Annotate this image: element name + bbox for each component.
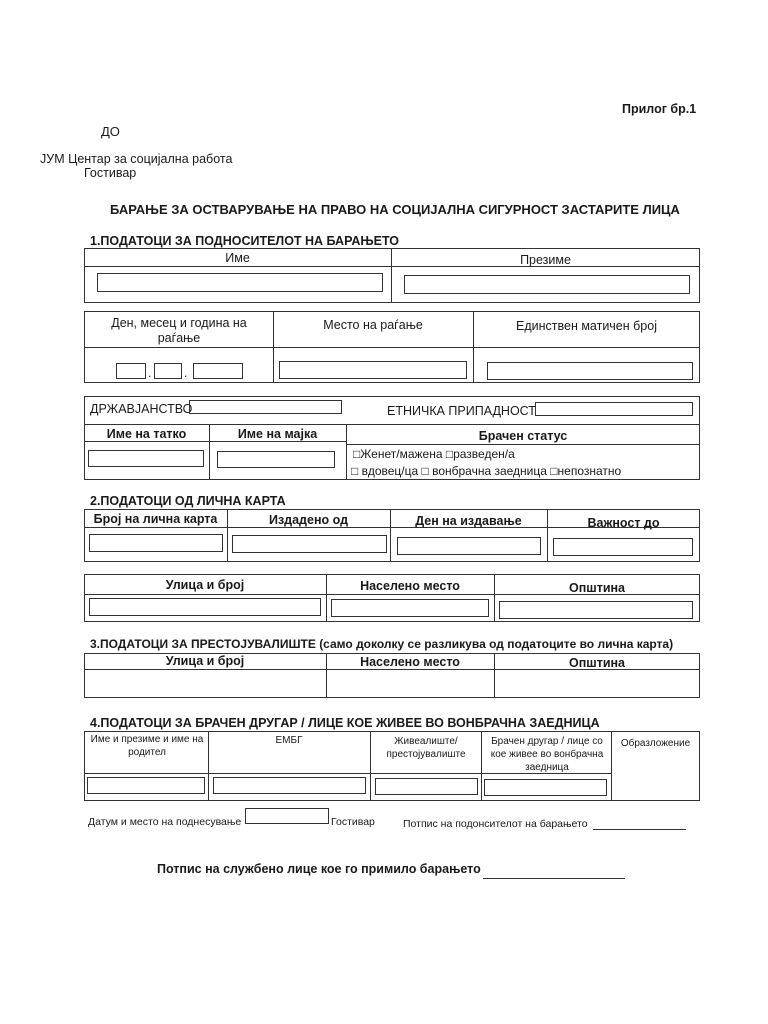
issue-date-field[interactable] [397,537,541,555]
marital-options-row1[interactable]: □Женет/мажена □разведен/а [353,447,515,461]
institution-line2: Гостивар [84,166,137,180]
valid-until-field[interactable] [553,538,693,556]
birth-place-label: Место на раѓање [323,318,423,332]
to-label: ДО [101,124,120,139]
spouse-embg-label: ЕМБГ [275,735,303,746]
section1-heading: 1.ПОДАТОЦИ ЗА ПОДНОСИТЕЛОТ НА БАРАЊЕТО [90,234,400,248]
explanation-field[interactable] [613,775,698,799]
spouse-relation-field[interactable] [484,779,607,796]
section4-heading: 4.ПОДАТОЦИ ЗА БРАЧЕН ДРУГАР / ЛИЦЕ КОЕ ЖИВЕЕ ВО ВОНБРАЧНА ЗАЕДНИЦА [90,716,600,730]
surname-label: Презиме [520,253,571,267]
issued-by-label: Издадено од [268,513,349,527]
street-label: Улица и број [165,578,245,592]
birth-place-field[interactable] [279,361,467,379]
birth-day-field[interactable] [116,363,146,379]
issue-date-label: Ден на издавање [415,514,522,528]
name-label: Име [225,251,250,265]
ethnicity-field[interactable] [535,402,693,416]
father-name-label: Име на татко [106,427,187,441]
embg-field[interactable] [487,362,693,380]
ethnicity-label: ЕТНИЧКА ПРИПАДНОСТ [387,404,536,418]
spouse-residence-field[interactable] [375,778,478,795]
explanation-label: Образложение [620,738,691,749]
citizenship-field[interactable] [189,400,342,414]
applicant-signature-label: Потпис на подонсителот на барањето [403,818,588,830]
residence-settlement-label: Населено место [360,655,460,669]
valid-until-label: Важност до [587,516,660,530]
spouse-relation-label: Брачен другар / лице со кое живее во вонбрачна заедница [490,736,604,773]
spouse-name-label: Име и презиме и име на родител [90,734,204,758]
date-place-field[interactable] [245,808,329,824]
municipality-label: Општина [569,581,625,595]
embg-label: Единствен матичен број [516,319,657,333]
attachment-label: Прилог бр.1 [622,102,697,116]
date-place-label: Датум и место на поднесување [88,816,242,828]
id-number-field[interactable] [89,534,223,552]
name-field[interactable] [97,273,383,292]
father-name-field[interactable] [88,450,204,467]
birth-month-field[interactable] [154,363,182,379]
official-signature-label: Потпис на службено лице кое го примило барањето [157,862,481,876]
date-separator: . [148,366,152,380]
form-title: БАРАЊЕ ЗА ОСТВАРУВАЊЕ НА ПРАВО НА СОЦИЈАЛНА СИГУРНОСТ ЗАСТАРИТЕ ЛИЦА [110,202,680,217]
residence-municipality-field[interactable] [496,671,698,696]
applicant-signature-line[interactable] [593,816,686,830]
spouse-name-field[interactable] [87,777,205,794]
institution-line1: ЈУМ Центар за социјална работа [40,152,233,166]
citizenship-label: ДРЖАВЈАНСТВО [90,402,193,416]
residence-street-field[interactable] [86,671,324,696]
section3-heading: 3.ПОДАТОЦИ ЗА ПРЕСТОЈУВАЛИШТЕ (само доколку се разликува од податоците во лична карта) [90,637,674,651]
birth-date-label: Ден, месец и година на раѓање [111,316,247,345]
municipality-field[interactable] [499,601,693,619]
street-field[interactable] [89,598,321,616]
mother-name-field[interactable] [217,451,335,468]
residence-street-label: Улица и број [165,654,245,668]
marital-status-label: Брачен статус [478,429,568,443]
id-number-label: Број на лична карта [93,512,218,526]
official-signature-line[interactable] [483,865,625,879]
spouse-residence-label: Живеалиште/ престојувалиште [386,736,466,760]
settlement-field[interactable] [331,599,489,617]
section2-heading: 2.ПОДАТОЦИ ОД ЛИЧНА КАРТА [90,494,286,508]
settlement-label: Населено место [360,579,460,593]
marital-options-row2[interactable]: □ вдовец/ца □ вонбрачна заедница □непознатно [351,464,622,478]
birth-year-field[interactable] [193,363,243,379]
residence-settlement-field[interactable] [328,671,492,696]
issued-by-field[interactable] [232,535,387,553]
city-label: Гостивар [331,816,375,828]
date-separator: . [184,366,188,380]
residence-municipality-label: Општина [569,656,625,670]
surname-field[interactable] [404,275,690,294]
spouse-embg-field[interactable] [213,777,366,794]
mother-name-label: Име на мајка [237,427,318,441]
